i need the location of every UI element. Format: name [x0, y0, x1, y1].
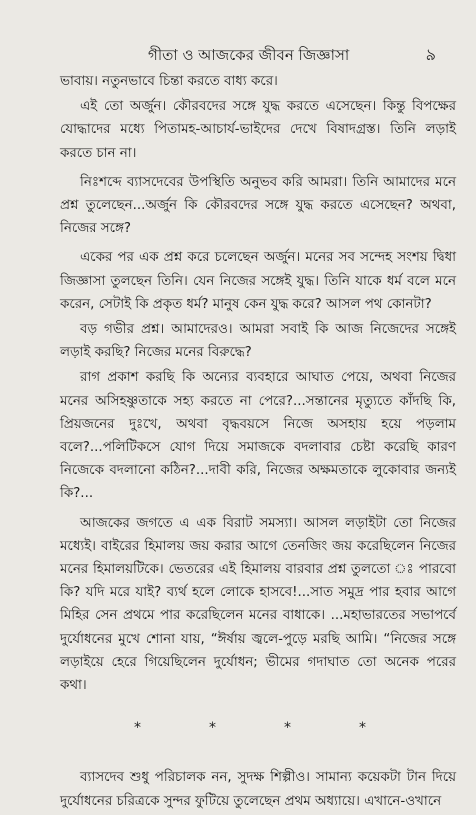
separator-star: *	[284, 720, 291, 737]
paragraph: ভাবায়। নতুনভাবে চিন্তা করতে বাধ্য করে।	[60, 74, 278, 89]
paragraph: আজকের জগতে এ এক বিরাট সমস্যা। আসল লড়াইটা তো নিজের মধ্যেই। বাইরের হিমালয় জয় করার আগে তেনজিং জয় করেছিলেন নিজের মনের হিমালয়টিকে। ভেতরের এই হিমালয় বারবার প্রশ্ন তুলতো ঃ পারবো কি? যদি মরে যাই? ব্যর্থ হলে লোকে হাসবে!...সাত সমুদ্র পার হবার আগে মিহির সেন প্রথমে পার করেছিলেন মনের বাধাকে। ...মহাভারতের সভাপর্বে দুর্যোধনের মুখে শোনা যায়, “ঈর্ষায় জ্বলে-পুড়ে মরছি আমি। “নিজের সঙ্গে লড়াইয়ে হেরে গিয়েছিলেন দুর্যোধন; ভীমের গদাঘাত তো অনেক পরের কথা।	[60, 515, 456, 694]
separator-star: *	[134, 720, 141, 737]
paragraph: ব্যাসদেব শুধু পরিচালক নন, সুদক্ষ শিল্পীও। সামান্য কয়েকটা টান দিয়ে দুর্যোধনের চরিত্রকে সুন্দর ফুটিয়ে তুলেছেন প্রথম অধ্যায়ে। এখানে-ওখানে	[60, 770, 456, 809]
paragraph: বড় গভীর প্রশ্ন। আমাদেরও। আমরা সবাই কি আজ নিজেদের সঙ্গেই লড়াই করছি? নিজের মনের বিরুদ্ধে?	[60, 322, 456, 361]
section-separator	[100, 717, 400, 740]
separator-star: *	[359, 720, 366, 737]
paragraph: এই তো অর্জুন। কৌরবদের সঙ্গে যুদ্ধ করতে এসেছেন। কিন্তু বিপক্ষের যোদ্ধাদের মধ্যে পিতামহ-আচার্য-ভাইদের দেখে বিষাদগ্রস্ত। তিনি লড়াই করতে চান না।	[60, 99, 456, 161]
paragraph: নিঃশব্দে ব্যাসদেবের উপস্থিতি অনুভব করি আমরা। তিনি আমাদের মনে প্রশ্ন তুলেছেন...অর্জুন কি কৌরবদের সঙ্গে যুদ্ধ করতে এসেছেন? অথবা, নিজের সঙ্গে?	[60, 174, 456, 237]
page-number: ৯	[425, 45, 436, 64]
page-body	[60, 70, 456, 815]
paragraph: রাগ প্রকাশ করছি কি অন্যের ব্যবহারে আঘাত পেয়ে, অথবা নিজের মনের অসিহষ্ণুতাকে সহ্য করতে না পেরে?...সন্তানের মৃত্যুতে কাঁদছি কি, প্রিয়জনের দুঃখে, অথবা বৃদ্ধবয়সে নিজে অসহায় হয়ে পড়লাম বলে?...পলিটিকসে যোগ দিয়ে সমাজকে বদলাবার চেষ্টা করেছি কারণ নিজেকে বদলানো কঠিন?...দাবী করি, নিজের অক্ষমতাকে লুকোবার জন্যই কি?...	[60, 370, 456, 502]
paragraph: একের পর এক প্রশ্ন করে চলেছেন অর্জুন। মনের সব সন্দেহ সংশয় দ্বিধা জিজ্ঞাসা তুলছেন তিনি। যেন নিজের সঙ্গেই যুদ্ধ। তিনি যাকে ধর্ম বলে মনে করেন, সেটাই কি প্রকৃত ধর্ম? মানুষ কেন যুদ্ধ করে? আসল পথ কোনটা?	[60, 250, 456, 312]
running-head: গীতা ও আজকের জীবন জিজ্ঞাসা	[148, 46, 350, 64]
separator-star: *	[209, 720, 216, 737]
